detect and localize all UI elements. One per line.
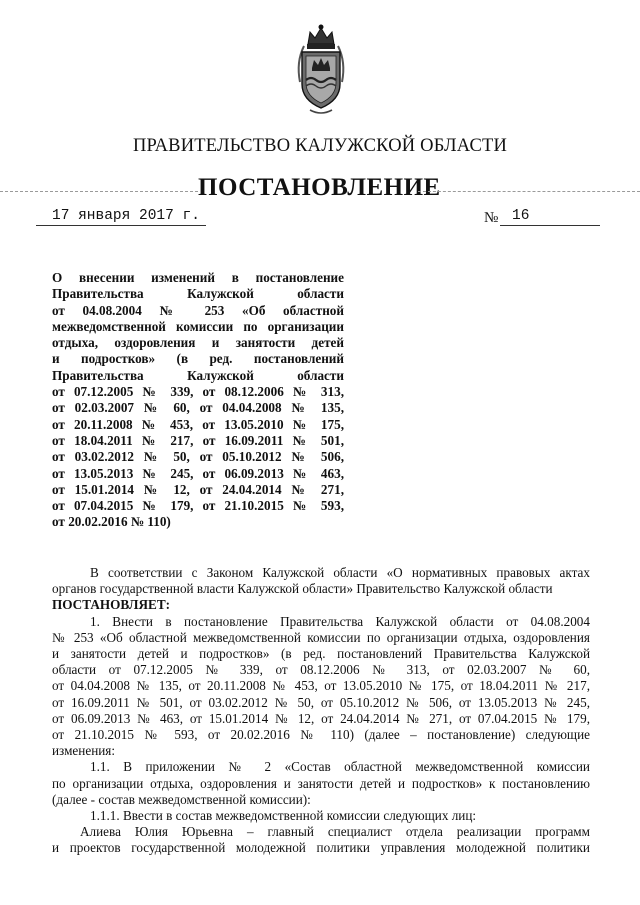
subject-line: отдыха, оздоровления и занятости детей xyxy=(52,335,344,351)
subject-line: от 04.08.2004 № 253 «Об областной xyxy=(52,302,344,318)
date-underline xyxy=(36,225,206,226)
preamble-line: органов государственной власти Калужской области» Правительство Калужской области xyxy=(52,581,553,597)
number-label: № xyxy=(484,210,499,226)
document-subject xyxy=(52,270,344,531)
document-date: 17 января 2017 г. xyxy=(52,208,200,224)
paragraph-1-1-line: 1.1. В приложении № 2 «Состав областной межведомственной комиссии xyxy=(90,759,590,775)
paragraph-1-line: области от 07.12.2005 № 339, от 08.12.2006 № 313, от 02.03.2007 № 60, xyxy=(52,662,590,678)
paragraph-member-line: Алиева Юлия Юрьевна – главный специалист отдела реализации программ xyxy=(80,824,590,840)
paragraph-1-line: № 253 «Об областной межведомственной комиссии по организации отдыха, оздоровления xyxy=(52,629,590,645)
coat-of-arms-emblem xyxy=(290,22,352,118)
decree-text: ПОСТАНОВЛЯЕТ: xyxy=(52,597,171,613)
subject-line: от 20.11.2008 № 453, от 13.05.2010 № 175, xyxy=(52,416,344,432)
government-title: ПРАВИТЕЛЬСТВО КАЛУЖСКОЙ ОБЛАСТИ xyxy=(132,136,508,156)
subject-line: от 13.05.2013 № 245, от 06.09.2013 № 463, xyxy=(52,465,344,481)
subject-line: от 15.01.2014 № 12, от 24.04.2014 № 271, xyxy=(52,481,344,497)
paragraph-1-line: 1. Внести в постановление Правительства Калужской области от 04.08.2004 xyxy=(90,613,590,629)
subject-line: от 07.12.2005 № 339, от 08.12.2006 № 313, xyxy=(52,384,344,400)
paragraph-1-line: от 21.10.2015 № 593, от 20.02.2016 № 110) (далее – постановление) следующие xyxy=(52,727,590,743)
subject-line: от 18.04.2011 № 217, от 16.09.2011 № 501, xyxy=(52,432,344,448)
paragraph-1-1-line: по организации отдыха, оздоровления и занятости детей и подростков» к постановлению xyxy=(52,775,590,791)
paragraph-1-1-1: 1.1.1. Ввести в состав межведомственной комиссии следующих лиц: xyxy=(90,808,477,824)
subject-line: Правительства Калужской области xyxy=(52,286,344,302)
subject-line: от 03.02.2012 № 50, от 05.10.2012 № 506, xyxy=(52,449,344,465)
paragraph-1-line: и занятости детей и подростков» (в ред. постановлений Правительства Калужской xyxy=(52,646,590,662)
subject-line: от 07.04.2015 № 179, от 21.10.2015 № 593, xyxy=(52,498,344,514)
subject-line: О внесении изменений в постановление xyxy=(52,270,344,285)
paragraph-1-line: от 04.04.2008 № 135, от 20.11.2008 № 453, от 13.05.2010 № 175, от 18.04.2011 № 217, xyxy=(52,678,590,694)
paragraph-1-line: изменения: xyxy=(52,743,116,759)
subject-line: от 02.03.2007 № 60, от 04.04.2008 № 135, xyxy=(52,400,344,416)
number-underline xyxy=(500,225,600,226)
subject-line: Правительства Калужской области xyxy=(52,367,344,383)
paragraph-1-1-line: (далее - состав межведомственной комиссии): xyxy=(52,791,311,807)
document-type-title: ПОСТАНОВЛЕНИЕ xyxy=(198,174,441,201)
divider-left xyxy=(0,191,198,192)
divider-right xyxy=(418,191,640,192)
decree-word xyxy=(52,597,590,613)
document-number: 16 xyxy=(512,208,530,224)
paragraph-1-line: от 16.09.2011 № 501, от 03.02.2012 № 50, от 05.10.2012 № 506, от 13.05.2013 № 245, xyxy=(52,694,590,710)
paragraph-member-line: и проектов государственной молодежной политики управления молодежной политики xyxy=(52,840,590,856)
document-body xyxy=(52,565,590,857)
subject-line: межведомственной комиссии по организации xyxy=(52,318,344,334)
subject-line: от 20.02.2016 № 110) xyxy=(52,514,171,530)
subject-line: и подростков» (в ред. постановлений xyxy=(52,351,344,367)
paragraph-1-line: от 06.09.2013 № 463, от 15.01.2014 № 12, от 24.04.2014 № 271, от 07.04.2015 № 179, xyxy=(52,710,590,726)
preamble-line: В соответствии с Законом Калужской области «О нормативных правовых актах xyxy=(90,565,590,580)
document-type-row xyxy=(0,172,640,202)
